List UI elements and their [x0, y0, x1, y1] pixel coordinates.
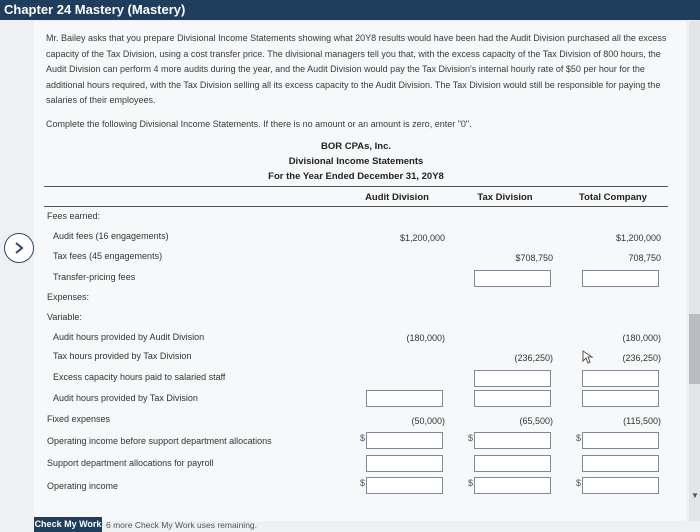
operating-income-label: Operating income: [47, 481, 119, 491]
audit-hours-audit: (180,000): [406, 333, 445, 343]
excess-capacity-tax-input[interactable]: [474, 370, 551, 387]
transfer-pricing-label: Transfer-pricing fees: [53, 272, 136, 282]
dollar-sign: $: [468, 478, 474, 488]
tax-hours-total: (236,250): [622, 353, 661, 363]
chevron-right-icon: [12, 241, 26, 255]
instruction-text: Complete the following Divisional Income Statements. If there is no amount or an amount is zero, enter "0".: [46, 119, 472, 129]
audit-hours-total: (180,000): [622, 333, 661, 343]
expand-button[interactable]: [4, 233, 34, 263]
company-name: BOR CPAs, Inc.: [320, 141, 392, 152]
dollar-sign: $: [468, 433, 474, 443]
window-title: Chapter 24 Mastery (Mastery): [0, 0, 700, 20]
fixed-total: (115,500): [623, 416, 661, 426]
fixed-expenses-label: Fixed expenses: [47, 414, 111, 424]
col-total-company: Total Company: [579, 192, 647, 203]
problem-text: Mr. Bailey asks that you prepare Divisional Income Statements showing what 20Y8 results would have been had the Audit Division purchased all the excess capacity of the Tax Division, using a cost transfer price. The divisional managers tell you that, with the excess capacity of the Tax Division of 800 hours, the Audit Division can perform 4 more audits during the year, and the Audit Division would pay the Tax Division's internal hourly rate of $50 per hour for the additional hours required, with the Tax Division selling all its excess capacity to the Audit Division. The Tax Division would still be responsible for paying the salaries of their employees.: [46, 33, 667, 105]
audit-fees-audit: $1,200,000: [399, 233, 445, 243]
tax-fees-tax: $708,750: [515, 253, 553, 263]
audit-hours-tax-total-input[interactable]: [582, 390, 659, 407]
audit-fees-total: $1,200,000: [615, 233, 661, 243]
scroll-down-icon[interactable]: ▼: [691, 491, 699, 500]
audit-hours-label: Audit hours provided by Audit Division: [53, 332, 205, 342]
audit-hours-tax-label: Audit hours provided by Tax Division: [53, 393, 198, 403]
dollar-sign: $: [576, 433, 582, 443]
tax-hours-label: Tax hours provided by Tax Division: [53, 351, 192, 361]
tax-hours-tax: (236,250): [514, 353, 553, 363]
support-allocations-label: Support department allocations for payroll: [47, 458, 214, 468]
dollar-sign: $: [360, 433, 366, 443]
dollar-sign: $: [576, 478, 582, 488]
excess-capacity-total-input[interactable]: [582, 370, 659, 387]
dollar-sign: $: [360, 478, 366, 488]
audit-hours-tax-audit-input[interactable]: [366, 390, 443, 407]
expenses-label: Expenses:: [47, 292, 90, 302]
check-my-work-button[interactable]: Check My Work: [34, 517, 102, 532]
scrollbar-thumb[interactable]: [689, 314, 700, 384]
support-alloc-tax-input[interactable]: [474, 455, 551, 472]
transfer-pricing-total-input[interactable]: [582, 270, 659, 287]
op-income-audit-input[interactable]: [366, 477, 443, 494]
statement-period: For the Year Ended December 31, 20Y8: [268, 171, 444, 182]
check-remaining-text: 6 more Check My Work uses remaining.: [106, 520, 258, 530]
header-rule-bottom: [44, 206, 668, 207]
col-audit-division: Audit Division: [365, 192, 429, 203]
header-rule-top: [44, 186, 668, 187]
tax-fees-label: Tax fees (45 engagements): [53, 251, 163, 261]
op-income-total-input[interactable]: [582, 477, 659, 494]
excess-capacity-label: Excess capacity hours paid to salaried staff: [53, 372, 226, 382]
scrollbar[interactable]: [689, 21, 700, 521]
op-income-before-support-label: Operating income before support department allocations: [47, 436, 272, 446]
support-alloc-total-input[interactable]: [582, 455, 659, 472]
audit-fees-label: Audit fees (16 engagements): [53, 231, 169, 241]
tax-fees-total: 708,750: [628, 253, 661, 263]
variable-label: Variable:: [47, 312, 82, 322]
fees-earned-label: Fees earned:: [47, 211, 101, 221]
fixed-tax: (65,500): [519, 416, 553, 426]
audit-hours-tax-tax-input[interactable]: [474, 390, 551, 407]
fixed-audit: (50,000): [411, 416, 445, 426]
op-before-support-tax-input[interactable]: [474, 432, 551, 449]
support-alloc-audit-input[interactable]: [366, 455, 443, 472]
col-tax-division: Tax Division: [477, 192, 533, 203]
statement-title: Divisional Income Statements: [288, 156, 424, 167]
op-income-tax-input[interactable]: [474, 477, 551, 494]
op-before-support-audit-input[interactable]: [366, 432, 443, 449]
transfer-pricing-tax-input[interactable]: [474, 270, 551, 287]
op-before-support-total-input[interactable]: [582, 432, 659, 449]
mouse-cursor-icon: [582, 350, 594, 364]
